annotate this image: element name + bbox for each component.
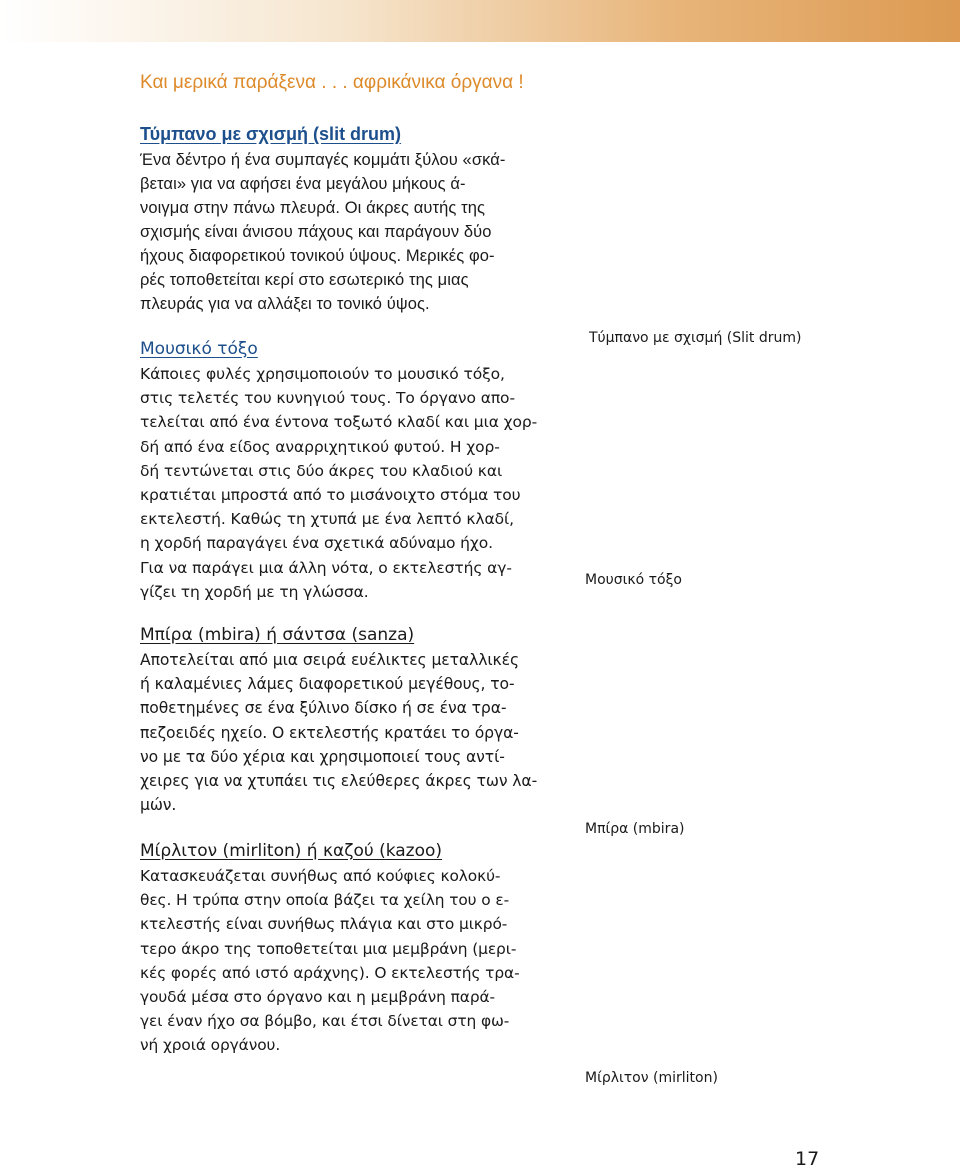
text-line: Κατασκευάζεται συνήθως από κούφιες κολοκύ- [140, 867, 501, 885]
page-heading: Και μερικά παράξενα . . . αφρικάνικα όργανα ! [140, 72, 524, 93]
caption-mbira: Μπίρα (mbira) [585, 821, 685, 837]
text-line: η χορδή παραγάγει ένα σχετικά αδύναμο ήχο. [140, 534, 493, 553]
section-mbira [140, 625, 550, 817]
caption-mirliton: Μίρλιτον (mirliton) [585, 1070, 718, 1086]
text-line: Αποτελείται από μια σειρά ευέλικτες μεταλλικές [140, 651, 519, 669]
text-line: τελείται από ένα έντονα τοξωτό κλαδί και μια χορ- [140, 413, 538, 432]
caption-musical-bow: Μουσικό τόξο [585, 572, 682, 588]
text-line: νή χροιά οργάνου. [140, 1036, 281, 1055]
text-line: στις τελετές του κυνηγιού τους. Το όργανο απο- [140, 389, 515, 408]
section-title: Μουσικό τόξο [140, 339, 258, 359]
text-line: σχισμής είναι άνισου πάχους και παράγουν δύο [140, 223, 492, 241]
text-line: εκτελεστή. Καθώς τη χτυπά με ένα λεπτό κλαδί, [140, 510, 514, 529]
text-line: ήχους διαφορετικού τονικού ύψους. Μερικές φο- [140, 247, 495, 265]
text-line: βεται» για να αφήσει ένα μεγάλου μήκους ά- [140, 175, 466, 193]
text-line: Ένα δέντρο ή ένα συμπαγές κομμάτι ξύλου «σκά- [140, 151, 506, 169]
text-line: γουδά μέσα στο όργανο και η μεμβράνη παρά- [140, 988, 495, 1007]
text-line: ποθετημένες σε ένα ξύλινο δίσκο ή σε ένα τρα- [140, 699, 507, 718]
text-line: Για να παράγει μια άλλη νότα, ο εκτελεστής αγ- [140, 558, 512, 577]
text-line: νο με τα δύο χέρια και χρησιμοποιεί τους αντί- [140, 747, 505, 766]
text-line: νοιγμα στην πάνω πλευρά. Οι άκρες αυτής της [140, 199, 486, 217]
text-line: μών. [140, 796, 177, 815]
caption-slit-drum: Τύμπανο με σχισμή (Slit drum) [589, 330, 802, 346]
section-mirliton [140, 841, 550, 1058]
section-title: Τύμπανο με σχισμή (slit drum) [140, 124, 402, 144]
section-slit-drum [140, 124, 550, 316]
text-line: τερο άκρο της τοποθετείται μια μεμβράνη (μερι- [140, 939, 517, 958]
section-title: Μίρλιτον (mirliton) ή καζού (kazoo) [140, 841, 443, 861]
text-line: κρατιέται μπροστά από το μισάνοιχτο στόμα του [140, 486, 521, 505]
text-line: πεζοειδές ηχείο. Ο εκτελεστής κρατάει το όργα- [140, 723, 519, 742]
text-line: κτελεστής είναι συνήθως πλάγια και στο μικρό- [140, 915, 508, 934]
text-line: κές φορές από ιστό αράχνης). Ο εκτελεστής τρα- [140, 963, 520, 982]
text-line: δή από ένα είδος αναρριχητικού φυτού. Η χορ- [140, 437, 500, 456]
text-line: ή καλαμένιες λάμες διαφορετικού μεγέθους, το- [140, 675, 515, 694]
page-number: 17 [795, 1148, 820, 1170]
text-line: ρές τοποθετείται κερί στο εσωτερικό της μιας [140, 271, 469, 289]
decorative-top-bar [0, 0, 960, 42]
section-title: Μπίρα (mbira) ή σάντσα (sanza) [140, 625, 415, 645]
text-line: Κάποιες φυλές χρησιμοποιούν το μουσικό τόξο, [140, 365, 505, 383]
text-line: δή τεντώνεται στις δύο άκρες του κλαδιού και [140, 461, 503, 480]
text-line: γει έναν ήχο σα βόμβο, και έτσι δίνεται στη φω- [140, 1012, 510, 1031]
text-line: πλευράς για να αλλάξει το τονικό ύψος. [140, 295, 430, 313]
text-line: χειρες για να χτυπάει τις ελεύθερες άκρες των λα- [140, 772, 538, 791]
text-line: θες. Η τρύπα στην οποία βάζει τα χείλη του ο ε- [140, 891, 510, 910]
text-line: γίζει τη χορδή με τη γλώσσα. [140, 582, 369, 601]
section-musical-bow [140, 339, 550, 604]
